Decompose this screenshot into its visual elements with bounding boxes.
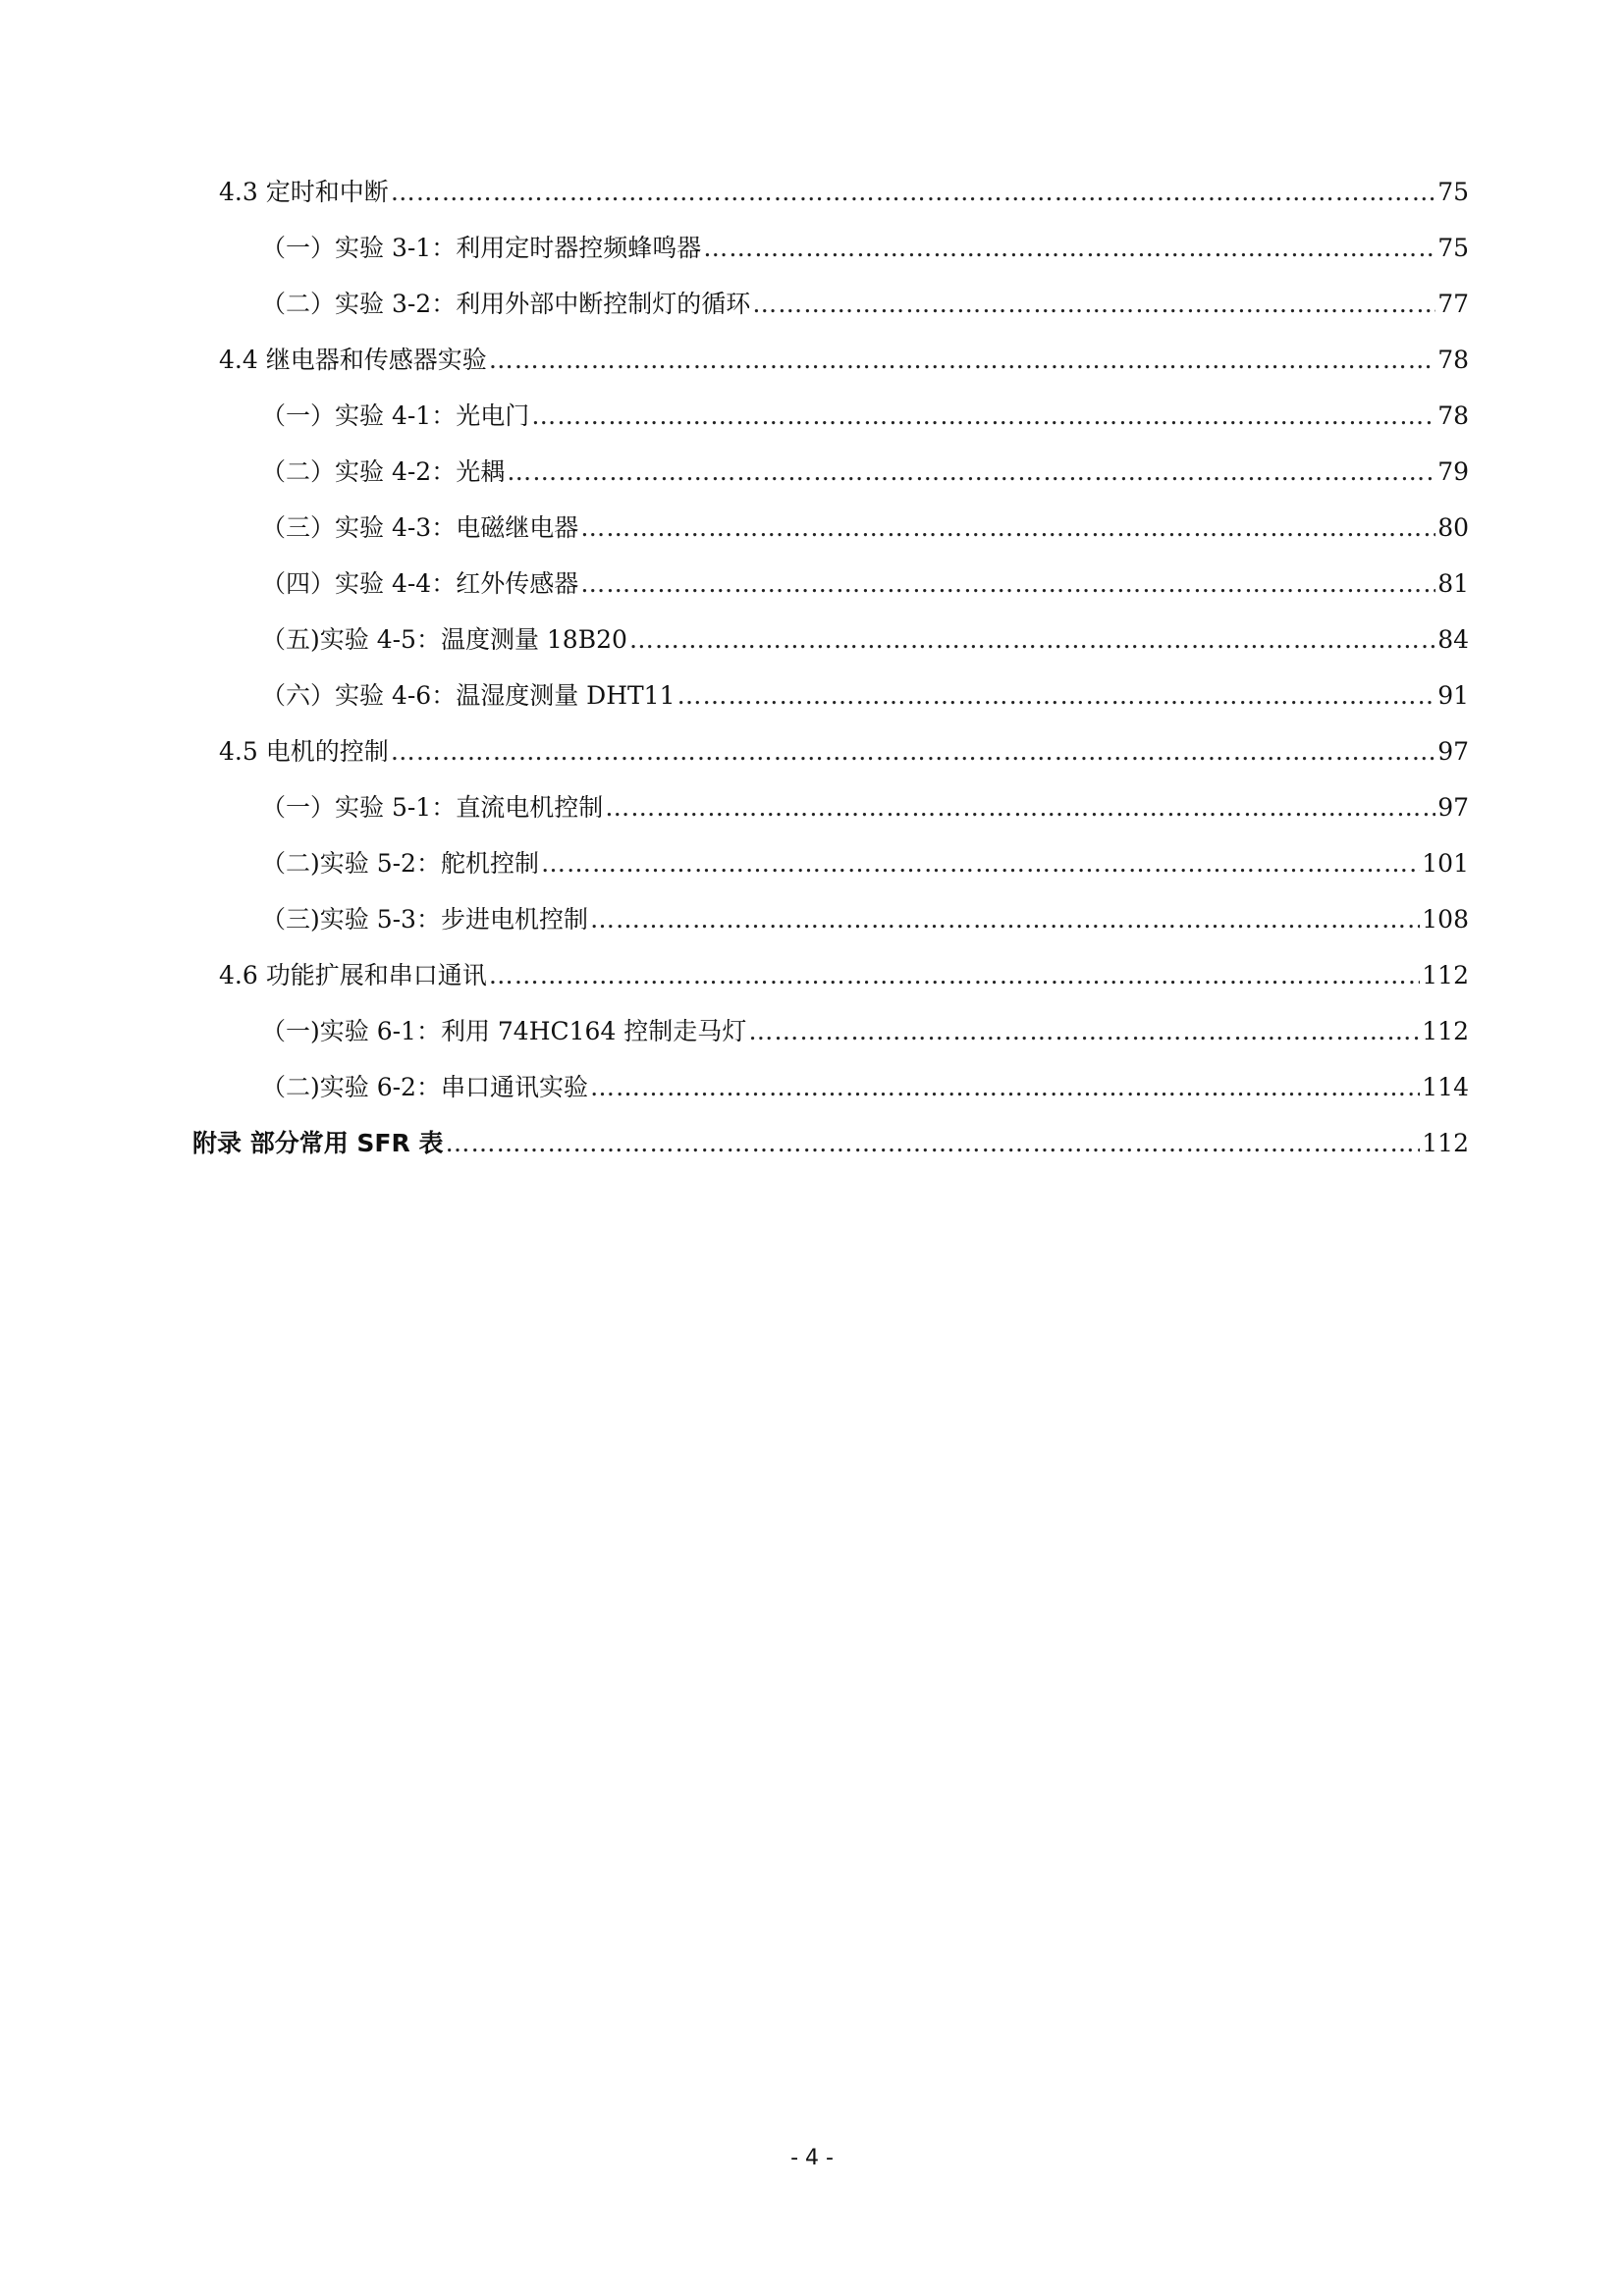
toc-entry-4-6[interactable] (219, 956, 1469, 995)
toc-entry-exp-5-3[interactable] (261, 900, 1469, 939)
toc-entry-page: 80 (1437, 513, 1469, 542)
toc-entry-title: （一）实验 5-1：直流电机控制 (261, 793, 604, 822)
toc-leader-dots (590, 900, 1420, 939)
toc-leader-dots (541, 844, 1420, 883)
toc-entry-title: 4.5 电机的控制 (219, 737, 389, 766)
toc-leader-dots (391, 173, 1435, 212)
toc-entry-title: （一）实验 4-1：光电门 (261, 401, 530, 430)
toc-entry-page: 78 (1437, 346, 1469, 374)
toc-entry-exp-6-1[interactable] (261, 1012, 1469, 1051)
toc-leader-dots (605, 788, 1435, 828)
toc-entry-page: 112 (1422, 1017, 1469, 1045)
toc-entry-exp-4-3[interactable] (261, 508, 1469, 548)
page-number: - 4 - (790, 2146, 834, 2170)
toc-entry-page: 75 (1437, 178, 1469, 206)
toc-entry-page: 101 (1422, 849, 1469, 878)
toc-entry-exp-4-2[interactable] (261, 453, 1469, 492)
toc-entry-page: 112 (1422, 961, 1469, 989)
toc-leader-dots (580, 564, 1435, 604)
toc-entry-page: 97 (1437, 737, 1469, 766)
toc-entry-page: 112 (1422, 1129, 1469, 1157)
toc-entry-page: 114 (1422, 1073, 1469, 1101)
toc-entry-title: （一)实验 6-1：利用 74HC164 控制走马灯 (261, 1017, 747, 1045)
toc-leader-dots (752, 285, 1435, 324)
toc-entry-title: （二)实验 6-2：串口通讯实验 (261, 1073, 588, 1101)
toc-entry-exp-5-2[interactable] (261, 844, 1469, 883)
toc-entry-exp-3-1[interactable] (261, 229, 1469, 268)
toc-leader-dots (489, 956, 1421, 995)
toc-leader-dots (391, 732, 1435, 772)
toc-entry-page: 78 (1437, 401, 1469, 430)
toc-entry-exp-4-4[interactable] (261, 564, 1469, 604)
toc-entry-page: 97 (1437, 793, 1469, 822)
toc-entry-page: 75 (1437, 234, 1469, 262)
toc-entry-exp-4-5[interactable] (261, 620, 1469, 660)
toc-entry-exp-4-1[interactable] (261, 397, 1469, 436)
toc-entry-page: 91 (1437, 681, 1469, 710)
toc-entry-exp-5-1[interactable] (261, 788, 1469, 828)
toc-entry-title: （三）实验 4-3：电磁继电器 (261, 513, 579, 542)
toc-leader-dots (445, 1124, 1420, 1163)
toc-entry-title: （四）实验 4-4：红外传感器 (261, 569, 579, 598)
toc-leader-dots (531, 397, 1435, 436)
toc-entry-page: 84 (1437, 625, 1469, 654)
toc-leader-dots (748, 1012, 1420, 1051)
toc-leader-dots (489, 341, 1435, 380)
toc-entry-page: 81 (1437, 569, 1469, 598)
toc-entry-4-3[interactable] (219, 173, 1469, 212)
toc-entry-title: （一）实验 3-1：利用定时器控频蜂鸣器 (261, 234, 702, 262)
toc-leader-dots (629, 620, 1435, 660)
toc-entry-exp-6-2[interactable] (261, 1068, 1469, 1107)
toc-entry-4-4[interactable] (219, 341, 1469, 380)
toc-leader-dots (580, 508, 1435, 548)
toc-entry-title: 4.6 功能扩展和串口通讯 (219, 961, 487, 989)
toc-entry-4-5[interactable] (219, 732, 1469, 772)
toc-leader-dots (703, 229, 1435, 268)
toc-entry-exp-3-2[interactable] (261, 285, 1469, 324)
toc-entry-title: （三)实验 5-3：步进电机控制 (261, 905, 588, 934)
toc-entry-title: （二)实验 5-2：舵机控制 (261, 849, 539, 878)
toc-entry-page: 108 (1422, 905, 1469, 934)
toc-leader-dots (590, 1068, 1420, 1107)
toc-entry-appendix[interactable] (192, 1124, 1469, 1163)
toc-entry-title: （五)实验 4-5：温度测量 18B20 (261, 625, 627, 654)
toc-entry-title: （六）实验 4-6：温湿度测量 DHT11 (261, 681, 676, 710)
toc-entry-title: 4.3 定时和中断 (219, 178, 389, 206)
toc-entry-title: 附录 部分常用 SFR 表 (192, 1129, 444, 1157)
toc-leader-dots (677, 676, 1436, 716)
toc-leader-dots (507, 453, 1435, 492)
toc-entry-title: （二）实验 3-2：利用外部中断控制灯的循环 (261, 290, 751, 318)
toc-entry-page: 77 (1437, 290, 1469, 318)
toc-entry-exp-4-6[interactable] (261, 676, 1469, 716)
toc-entry-title: （二）实验 4-2：光耦 (261, 457, 506, 486)
toc-entry-page: 79 (1437, 457, 1469, 486)
toc-entry-title: 4.4 继电器和传感器实验 (219, 346, 487, 374)
